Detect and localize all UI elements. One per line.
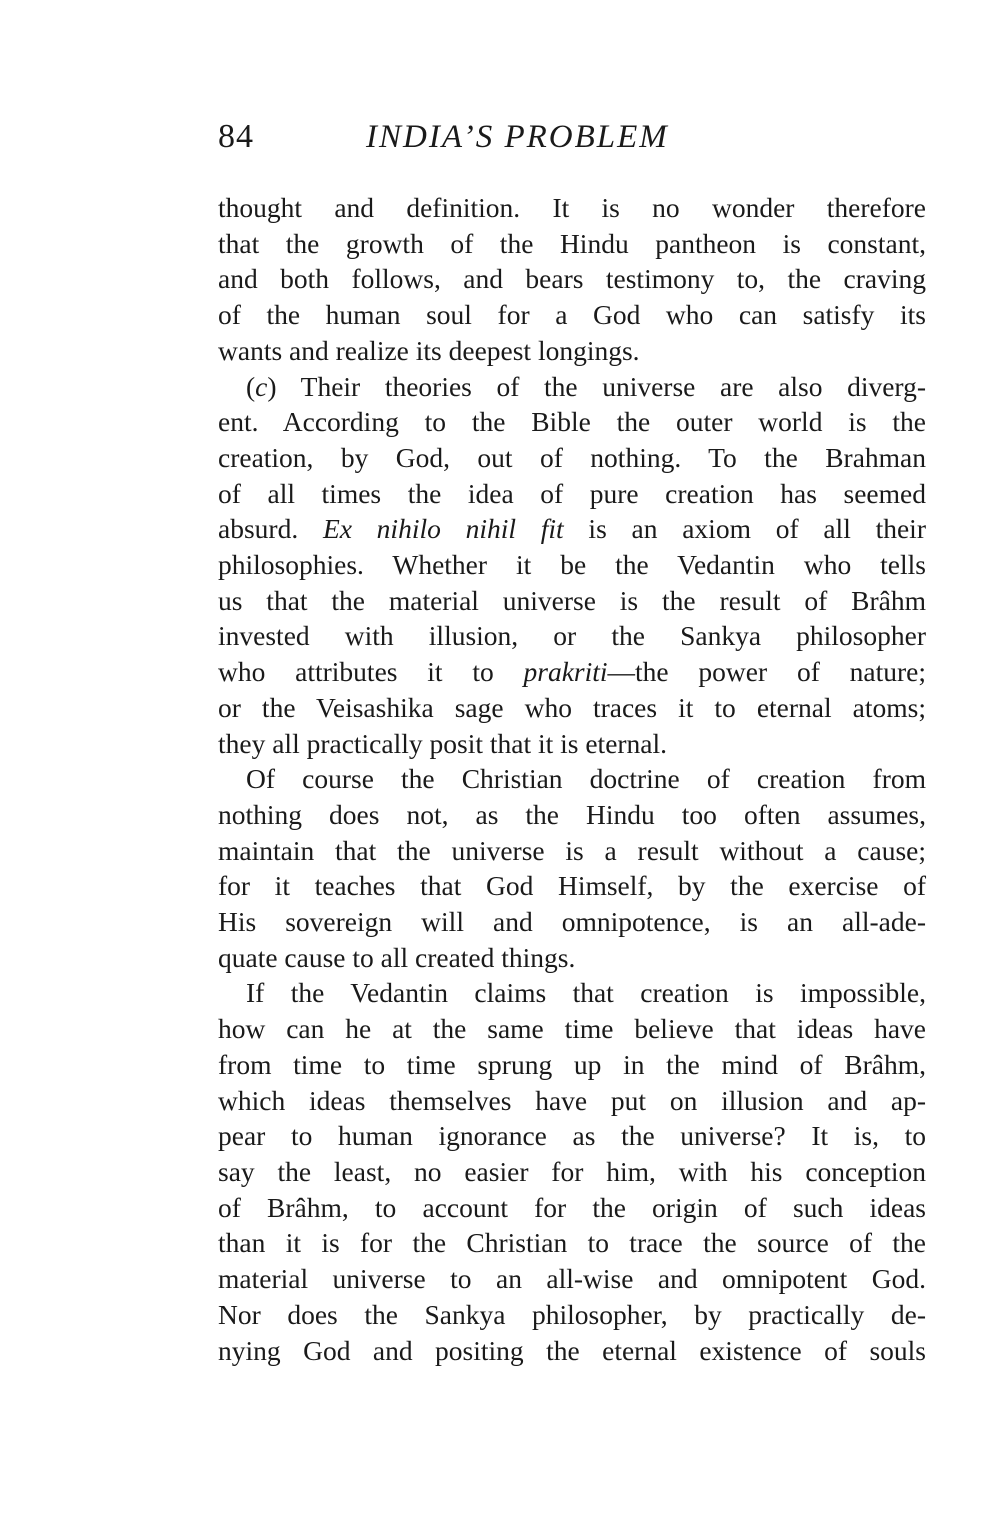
text-line: His sovereign will and omnipotence, is an all-ade- [218, 906, 926, 938]
text-line: wants and realize its deepest longings. [218, 334, 640, 366]
text-line: invested with illusion, or the Sankya philosopher [218, 620, 926, 652]
text-line: of all times the idea of pure creation has seemed [218, 477, 926, 509]
text-line: or the Veisashika sage who traces it to eternal atoms; [218, 691, 926, 723]
text-line: ent. According to the Bible the outer world is the [218, 406, 926, 438]
text-line: quate cause to all created things. [218, 941, 576, 973]
text-line: pear to human ignorance as the universe? It is, to [218, 1120, 926, 1152]
text-line: how can he at the same time believe that ideas have [218, 1013, 926, 1045]
text-line: us that the material universe is the result of Brâhm [218, 584, 926, 616]
text-line: that the growth of the Hindu pantheon is constant, [218, 227, 926, 259]
text-line: say the least, no easier for him, with his conception [218, 1155, 926, 1187]
text-line: Nor does the Sankya philosopher, by practically de- [218, 1298, 926, 1330]
text-run: who attributes it to [218, 656, 524, 688]
text-line: of Brâhm, to account for the origin of such ideas [218, 1191, 926, 1223]
text-line: than it is for the Christian to trace the source of the [218, 1227, 926, 1259]
text-line: of the human soul for a God who can satisfy its [218, 299, 926, 331]
text-line: they all practically posit that it is eternal. [218, 727, 668, 759]
text-line: Of course the Christian doctrine of creation from [246, 763, 926, 795]
text-line: philosophies. Whether it be the Vedantin who tells [218, 549, 926, 581]
text-line: from time to time sprung up in the mind of Brâhm, [218, 1048, 926, 1080]
text-run: ) Their theories of the universe are also diverg- [267, 370, 926, 402]
text-run: absurd. [218, 513, 323, 545]
text-run-italic: c [255, 370, 268, 402]
text-line: thought and definition. It is no wonder therefore [218, 192, 926, 223]
text-line: nothing does not, as the Hindu too often assumes, [218, 798, 926, 830]
text-run-italic: Ex nihilo nihil fit [322, 513, 564, 545]
text-run-italic: prakriti [523, 656, 608, 688]
text-line: and both follows, and bears testimony to, the craving [218, 263, 926, 295]
running-title: INDIA’S PROBLEM [366, 119, 669, 155]
page-number: 84 [218, 118, 254, 155]
text-line: nying God and positing the eternal existence of souls [218, 1334, 926, 1366]
text-run: ( [246, 370, 256, 402]
text-line: material universe to an all-wise and omnipotent God. [218, 1263, 926, 1295]
text-line: maintain that the universe is a result without a cause; [218, 834, 926, 866]
text-line [218, 511, 926, 547]
text-line [218, 654, 926, 690]
text-line [218, 369, 926, 405]
text-line: which ideas themselves have put on illusion and ap- [218, 1084, 926, 1116]
text-run: —the power of nature; [607, 656, 926, 688]
page-body [218, 190, 926, 1368]
text-line: If the Vedantin claims that creation is impossible, [246, 977, 926, 1009]
text-run: is an axiom of all their [563, 513, 926, 545]
page-header [218, 112, 928, 162]
text-line: for it teaches that God Himself, by the exercise of [218, 870, 926, 902]
text-line: creation, by God, out of nothing. To the Brahman [218, 441, 926, 473]
